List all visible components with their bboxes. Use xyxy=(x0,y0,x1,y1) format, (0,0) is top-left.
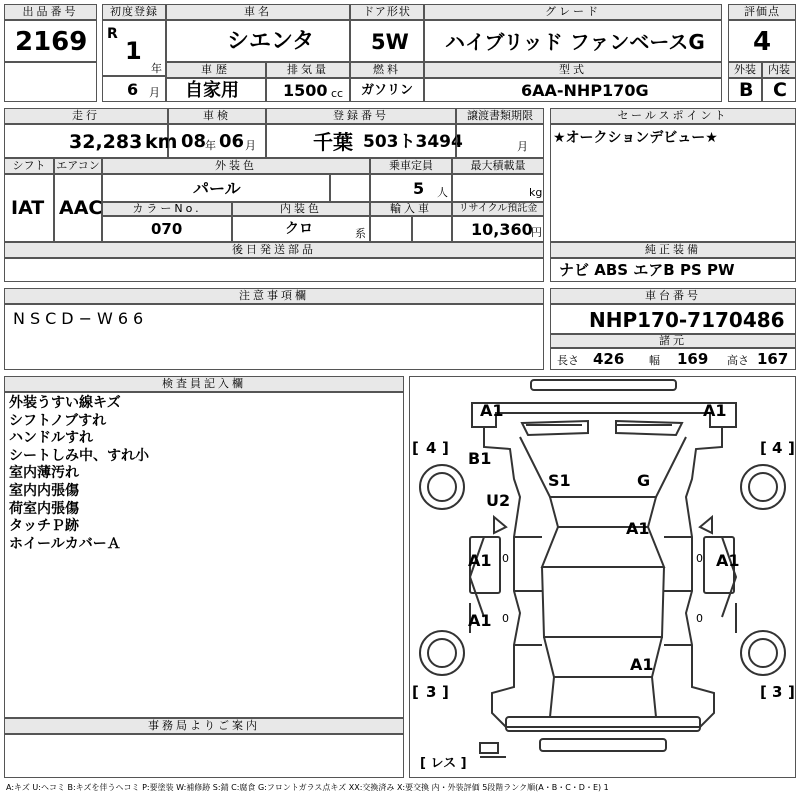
model-code: 6AA-NHP170G xyxy=(521,81,649,100)
sales-point-label: セールスポイント xyxy=(550,108,796,124)
int-color: クロ xyxy=(285,221,313,237)
reg-area: 千葉 xyxy=(313,130,353,154)
model-code-label: 型式 xyxy=(424,62,722,78)
lot-cell xyxy=(4,20,97,62)
capacity-label: 乗車定員 xyxy=(370,158,452,174)
import-label: 輸入車 xyxy=(370,202,452,216)
inspector-note: 荷室内張傷 xyxy=(9,500,79,517)
score: 4 xyxy=(753,27,772,57)
shift: IAT xyxy=(11,197,45,219)
recycle-label: リサイクル預託金 xyxy=(452,202,544,216)
shift-label: シフト xyxy=(4,158,54,174)
reg-no-label: 登録番号 xyxy=(266,108,456,124)
tire-bracket-open: [ xyxy=(760,439,767,457)
import-cell-a xyxy=(370,216,412,242)
tire-bracket-open: [ xyxy=(760,683,767,701)
month-unit: 月 xyxy=(149,86,160,99)
car-name: シエンタ xyxy=(227,29,315,54)
damage-mark: A1 xyxy=(703,401,727,420)
interior-grade-cell xyxy=(762,78,796,102)
length-label: 長さ xyxy=(557,354,579,367)
recycle-fee: 10,360 xyxy=(471,220,533,239)
first-reg-year: 1 xyxy=(125,37,142,65)
inspector-notes-cell xyxy=(4,392,404,718)
ext-color: パール xyxy=(193,179,241,198)
tire-bracket-close: ] xyxy=(442,683,449,701)
tire-depth: 4 xyxy=(772,439,783,457)
exterior-label: 外装 xyxy=(728,62,762,78)
car-name-cell xyxy=(166,20,350,62)
office-notes-cell xyxy=(4,734,404,778)
capacity: 5 xyxy=(413,179,425,198)
sales-point-cell xyxy=(550,124,796,242)
chassis-cell xyxy=(550,304,796,334)
deferred-parts-cell xyxy=(4,258,544,282)
aircon-cell xyxy=(54,174,102,242)
car-outline-icon xyxy=(410,377,795,777)
displacement-label: 排気量 xyxy=(266,62,350,78)
color-no: 070 xyxy=(151,220,183,238)
dims-cell xyxy=(550,348,796,370)
transfer-month-unit: 月 xyxy=(517,140,528,153)
displacement: 1500 xyxy=(283,81,328,100)
notes: NSCD−W66 xyxy=(13,309,149,328)
grade: ハイブリッド ファンベースG xyxy=(445,30,705,54)
fuel-cell xyxy=(350,78,424,102)
tire-bracket-open: [ xyxy=(412,439,419,457)
mileage: 32,283 xyxy=(69,131,143,153)
width: 169 xyxy=(677,350,709,368)
reg-number: 503ト3494 xyxy=(363,132,463,152)
transfer-label: 譲渡書類期限 xyxy=(456,108,544,124)
zero-mark: 0 xyxy=(696,612,703,625)
cc-unit: cc xyxy=(331,87,344,100)
door-type: 5W xyxy=(371,30,409,54)
damage-mark: A1 xyxy=(630,655,654,674)
color-no-label: カラーNo. xyxy=(102,202,232,216)
spare-tire: [ レス ] xyxy=(420,756,467,771)
yen-unit: 円 xyxy=(531,226,542,239)
height: 167 xyxy=(757,350,789,368)
chassis-label: 車台番号 xyxy=(550,288,796,304)
dims-label: 諸元 xyxy=(550,334,796,348)
score-label: 評価点 xyxy=(728,4,796,20)
capacity-cell xyxy=(370,174,452,202)
capacity-unit: 人 xyxy=(437,186,448,199)
zero-mark: 0 xyxy=(502,612,509,625)
tire-bracket-close: ] xyxy=(788,439,795,457)
recycle-cell xyxy=(452,216,544,242)
int-color-label: 内装色 xyxy=(232,202,370,216)
aircon-label: エアコン xyxy=(54,158,102,174)
first-reg-year-cell xyxy=(102,20,166,76)
tire-bracket-close: ] xyxy=(788,683,795,701)
inspection-cell xyxy=(168,124,266,158)
grade-cell xyxy=(424,20,722,62)
inspection-month: 06 xyxy=(219,131,245,152)
door-label: ドア形状 xyxy=(350,4,424,20)
tire-bracket-close: ] xyxy=(442,439,449,457)
fuel-label: 燃料 xyxy=(350,62,424,78)
aircon: AAC xyxy=(59,197,103,219)
deferred-parts-label: 後日発送部品 xyxy=(4,242,544,258)
tire-bracket-open: [ xyxy=(412,683,419,701)
damage-mark: B1 xyxy=(468,449,492,468)
sales-point: ★オークションデビュー★ xyxy=(553,130,718,146)
inspector-note: シフトノブすれ xyxy=(9,412,107,429)
first-reg-month-cell xyxy=(102,76,166,102)
inspector-note: 外装うすい線キズ xyxy=(9,395,121,411)
lot-number: 2169 xyxy=(15,27,88,57)
transfer-cell xyxy=(456,124,544,158)
genuine-equip-label: 純正装備 xyxy=(550,242,796,258)
inspector-note: 室内内張傷 xyxy=(9,482,79,499)
inspection-label: 車検 xyxy=(168,108,266,124)
mileage-cell xyxy=(4,124,178,158)
legend: A:キズ U:ヘコミ B:キズを伴うヘコミ P:要塗装 W:補修跡 S:錆 C:腐食 G:フロントガラス点キズ XX:交換済み X:要交換 内・外装評価 5段階ランク順(A・B・C・D・E) 1 xyxy=(6,783,609,792)
door-cell xyxy=(350,20,424,62)
km-unit: km xyxy=(145,131,178,153)
int-color-unit: 系 xyxy=(355,227,366,240)
inspector-notes-label: 検査員記入欄 xyxy=(4,376,404,392)
tire-depth: 3 xyxy=(772,683,783,701)
year-unit: 年 xyxy=(151,62,162,75)
inspector-notes-list xyxy=(9,395,149,553)
era-mark: R xyxy=(107,26,118,42)
grade-label: グレード xyxy=(424,4,722,20)
inspection-month-unit: 月 xyxy=(245,139,256,152)
reg-number-cell xyxy=(266,124,463,158)
int-color-cell xyxy=(232,216,370,242)
inspector-note: ホイールカバーＡ xyxy=(9,535,121,552)
damage-mark: A1 xyxy=(468,551,492,570)
notes-cell xyxy=(4,304,544,370)
max-load-label: 最大積載量 xyxy=(452,158,544,174)
lot-blank xyxy=(4,62,97,102)
inspector-note: ハンドルすれ xyxy=(9,430,93,447)
first-reg-label: 初度登録 xyxy=(102,4,166,20)
inspector-note: 室内薄汚れ xyxy=(9,465,79,482)
width-label: 幅 xyxy=(649,354,660,367)
ext-color-cell xyxy=(102,174,330,202)
damage-mark: A1 xyxy=(468,611,492,630)
tire-depth: 3 xyxy=(426,683,437,701)
damage-mark: G xyxy=(637,471,651,490)
damage-mark: A1 xyxy=(716,551,740,570)
office-notes-label: 事務局よりご案内 xyxy=(4,718,404,734)
score-cell xyxy=(728,20,796,62)
inspector-note: タッチＰ跡 xyxy=(9,518,79,535)
history-label: 車歴 xyxy=(166,62,266,78)
mileage-label: 走行 xyxy=(4,108,168,124)
inspection-year: 08 xyxy=(181,131,207,152)
ext-color-label: 外装色 xyxy=(102,158,370,174)
car-diagram xyxy=(409,376,796,778)
ext-color-extra xyxy=(330,174,370,202)
zero-mark: 0 xyxy=(696,552,703,565)
history-cell xyxy=(166,78,266,102)
color-no-cell xyxy=(102,216,232,242)
model-code-cell xyxy=(424,78,722,102)
import-cell-b xyxy=(412,216,452,242)
history: 自家用 xyxy=(185,80,239,101)
lot-label: 出品番号 xyxy=(4,4,97,20)
equipment: ナビ ABS エアB PS PW xyxy=(559,261,735,279)
zero-mark: 0 xyxy=(502,552,509,565)
max-load-cell xyxy=(452,174,544,202)
car-name-label: 車名 xyxy=(166,4,350,20)
height-label: 高さ xyxy=(727,354,749,367)
fuel: ガソリン xyxy=(361,83,414,98)
notes-label: 注意事項欄 xyxy=(4,288,544,304)
inspector-note: シートしみ中、すれ小 xyxy=(9,447,149,464)
chassis-no: NHP170-7170486 xyxy=(589,308,785,332)
damage-mark: A1 xyxy=(626,519,650,538)
exterior-grade: B xyxy=(739,79,754,101)
first-reg-month: 6 xyxy=(127,80,139,99)
genuine-equip-cell xyxy=(550,258,796,282)
exterior-grade-cell xyxy=(728,78,762,102)
damage-mark: A1 xyxy=(480,401,504,420)
inspection-year-unit: 年 xyxy=(205,139,216,152)
damage-mark: S1 xyxy=(548,471,571,490)
damage-mark: U2 xyxy=(486,491,511,510)
displacement-cell xyxy=(266,78,350,102)
shift-cell xyxy=(4,174,54,242)
length: 426 xyxy=(593,350,625,368)
kg-unit: kg xyxy=(529,186,543,199)
interior-label: 内装 xyxy=(762,62,796,78)
tire-depth: 4 xyxy=(426,439,437,457)
interior-grade: C xyxy=(773,79,787,101)
